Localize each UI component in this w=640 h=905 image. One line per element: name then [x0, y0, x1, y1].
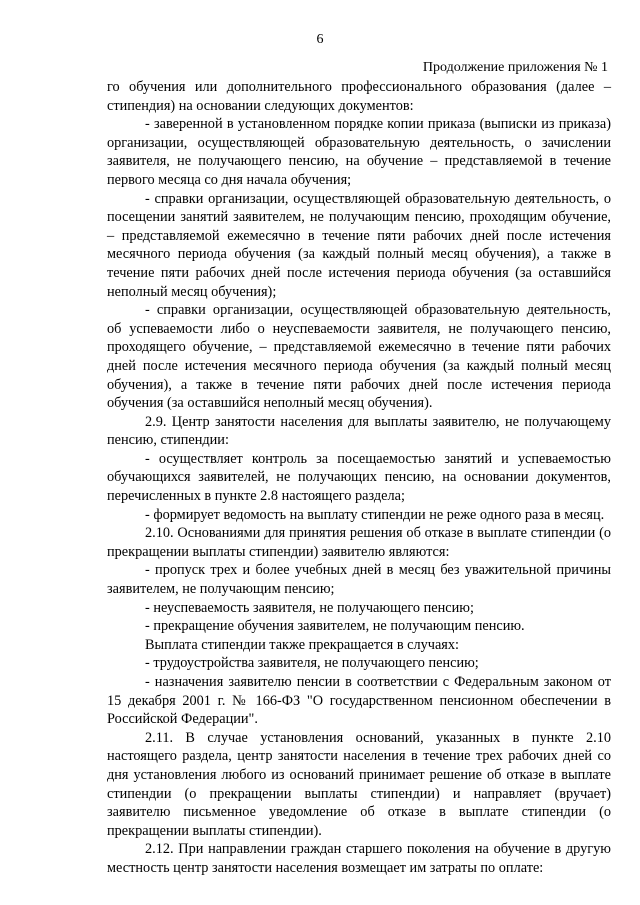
list-item-poor-performance: - неуспеваемость заявителя, не получающего пенсию; — [145, 599, 474, 616]
appendix-continuation-note: Продолжение приложения № 1 — [422, 60, 608, 75]
list-item-termination: - прекращение обучения заявителем, не получающим пенсию. — [145, 618, 525, 635]
document-body — [107, 78, 611, 878]
list-item-control: - осуществляет контроль за посещаемостью занятий и успеваемостью обучающихся заявителей, не получающих пенсию, на основании документов, перечисленных в пункте 2.8 настоящего раздела; — [107, 450, 611, 505]
list-item-performance-certificate: - справки организации, осуществляющей образовательную деятельность, об успеваемости либо о неуспеваемости заявителя, не получающего пенсию, проходящего обучение, – представляемой ежемесячно в течение пяти рабочих дней после истечения месячного периода обучения (за каждый полный месяц обучения), а также в течение пяти рабочих дней после истечения периода обучения (за оставшийся неполный месяц обучения). — [107, 302, 611, 412]
list-item-absence: - пропуск трех и более учебных дней в месяц без уважительной причины заявителем, не получающим пенсию; — [107, 562, 611, 598]
clause-2-11: 2.11. В случае установления оснований, указанных в пункте 2.10 настоящего раздела, центр занятости населения в течение трех рабочих дней со дня установления любого из оснований принимает решение об отказе в выплате стипендии (о прекращении выплаты стипендии) и направляет (вручает) заявителю письменное уведомление об отказе в выплате стипендии (о прекращении выплаты стипендии). — [107, 729, 611, 839]
clause-2-9: 2.9. Центр занятости населения для выплаты заявителю, не получающему пенсию, стипендии: — [107, 413, 611, 449]
paragraph-continued: го обучения или дополнительного профессионального образования (далее – стипендия) на основании следующих документов: — [107, 79, 611, 114]
list-item-statement: - формирует ведомость на выплату стипендии не реже одного раза в месяц. — [145, 506, 605, 523]
clause-2-12: 2.12. При направлении граждан старшего поколения на обучение в другую местность центр занятости населения возмещает им затраты по оплате: — [107, 841, 611, 876]
list-item-employment: - трудоустройства заявителя, не получающего пенсию; — [145, 655, 479, 672]
clause-2-10: 2.10. Основаниями для принятия решения об отказе в выплате стипендии (о прекращении выплаты стипендии) заявителю являются: — [107, 525, 611, 560]
list-item-pension: - назначения заявителю пенсии в соответствии с Федеральным законом от 15 декабря 2001 г. № 166-ФЗ "О государственном пенсионном обеспечении в Российской Федерации". — [107, 674, 611, 728]
list-item-order-copy: - заверенной в установленном порядке копии приказа (выписки из приказа) организации, осуществляющей образовательную деятельность, о зачислении заявителя, не получающего пенсию, на обучение – представляемой в течение первого месяца со дня начала обучения; — [107, 116, 611, 188]
page-number: 6 — [316, 32, 324, 47]
paragraph-also-terminated: Выплата стипендии также прекращается в случаях: — [145, 636, 460, 653]
list-item-attendance-certificate: - справки организации, осуществляющей образовательную деятельность, о посещении занятий заявителем, не получающим пенсию, проходящим обучение, – представляемой ежемесячно в течение пяти рабочих дней после истечения месячного периода обучения (за каждый полный месяц обучения), а также в течение пяти рабочих дней после истечения периода обучения (за оставшийся неполный месяц обучения); — [107, 190, 611, 300]
